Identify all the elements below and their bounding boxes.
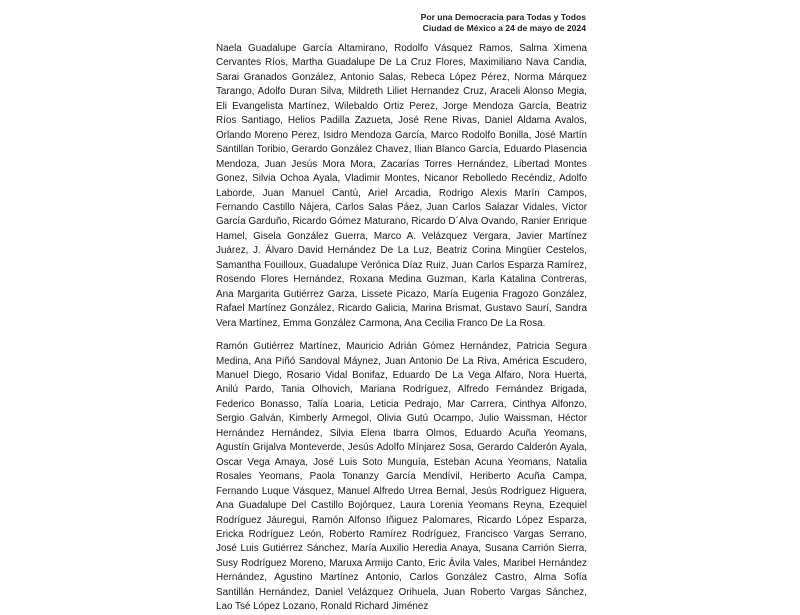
header-place-date: Ciudad de México a 24 de mayo de 2024	[422, 23, 586, 33]
header-slogan: Por una Democracia para Todas y Todos	[420, 12, 586, 22]
signatories-paragraph-1: Naela Guadalupe García Altamirano, Rodolfo Vásquez Ramos, Salma Ximena Cervantes Ríos, Martha Guadalupe De La Cruz Flores, Maximiliano Nava Candia, Sarai Granados González, Antonio Salas, Rebeca López Pérez, Norma Márquez Tarango, Adolfo Duran Silva, Mildreth Liliet Hernandez Cruz, Araceli Alonso Megia, Eli Evangelista Martínez, Wilebaldo Ortiz Perez, Jorge Mendoza García, Beatriz Ríos Santiago, Helios Padilla Zazueta, José Rene Rivas, Daniel Aldama Avalos, Orlando Moreno Perez, Isidro Mendoza García, Marco Rodolfo Bonilla, José Martín Santillan Toribio, Gerardo González Chavez, Ilian Blanco García, Eduardo Plasencia Mendoza, Juan Jesús Mora Mora, Zacarías Torres Hernández, Libertad Montes Gonez, Silvia Ochoa Ayala, Vladimir Montes, Nicanor Rebolledo Recéndiz, Adolfo Laborde, Juan Manuel Cantú, Ariel Arcadia, Rodrigo Alexis Marín Campos, Fernando Castillo Nájera, Carlos Salas Páez, Juan Carlos Salazar Vidales, Victor García Garduño, Ricardo Gómez Maturano, Ricardo D´Alva Ovando, Ranier Enrique Hamel, Gisela González Guerra, Marco A. Velázquez Vergara, Javier Martínez Juárez, J. Álvaro David Hernández De La Luz, Beatriz Corina Mingüer Cestelos, Samantha Fouilloux, Guadalupe Verónica Díaz Ruiz, Juan Carlos Esparza Ramírez, Rosendo Flores Hernández, Roxana Medina Guzman, Karla Katalina Contreras, Ana Margarita Gutiérrez Garza, Lissete Picazo, María Eugenia Fragozo González, Rafael Martínez González, Ricardo Galicia, Marina Brismat, Gustavo Saurí, Sandra Vera Martínez, Emma González Carmona, Ana Cecilia Franco De La Rosa.	[216, 43, 587, 329]
signatories-paragraph-2: Ramón Gutiérrez Martínez, Mauricio Adrián Gómez Hernández, Patricia Segura Medina, Ana Piñó Sandoval Máynez, Juan Antonio De La Riva, América Escudero, Manuel Diego, Rosario Vidal Bonifaz, Eduardo De La Vega Alfaro, Nora Huerta, Anilú Pardo, Tania Olhovich, Mariana Rodríguez, Alfredo Fernández Brigada, Federico Bonasso, Talía Loaria, Leticia Pedrajo, Mar Carrera, Cinthya Alfonzo, Sergio Galván, Kimberly Armegol, Olivia Gutú Ocampo, Julio Waissman, Héctor Hernández Hernández, Silvia Elena Ibarra Olmos, Eduardo Acuña Yeomans, Agustín Grijalva Monteverde, Jesús Adolfo Mínjarez Sosa, Gerardo Calderón Ayala, Oscar Vega Amaya, José Luis Soto Munguía, Esteban Acuna Yeomans, Natalia Rosales Yeomans, Paola Tonanzy García Mendívil, Heriberto Acuña Campa, Fernando Luque Vásquez, Manuel Alfredo Urrea Bernal, Jesús Rodríguez Higuera, Ana Guadalupe Del Castillo Bojórquez, Laura Lorenia Yeomans Reyna, Ezequiel Rodríguez Jáuregui, Ramón Alfonso Iñiguez Palomares, Ricardo López Esparza, Ericka Rodríguez León, Roberto Ramírez Rodríguez, Francisco Vargas Serrano, José Luis Gutiérrez Sánchez, María Auxilio Heredia Anaya, Susana Carrión Sierra, Susy Rodríguez Moreno, Maruxa Armijo Canto, Eric Ávila Vales, Maribel Hernández Hernández, Agustino Martínez Antonio, Carlos González Castro, Alma Sofía Santillán Hernández, Daniel Velázquez Orihuela, Juan Roberto Vargas Sánchez, Lao Tsé López Lozano, Ronald Richard Jiménez	[216, 341, 587, 613]
signatories-list	[216, 42, 587, 615]
document-header	[421, 12, 586, 34]
